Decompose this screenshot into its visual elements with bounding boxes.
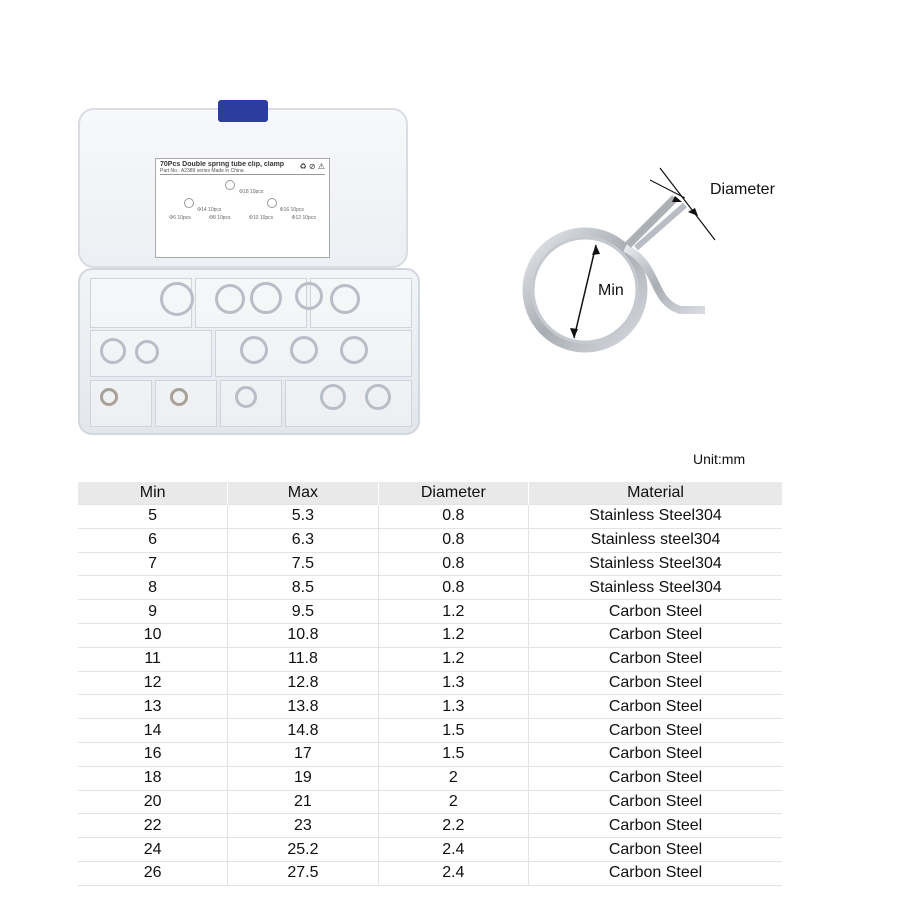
cell-diameter: 1.2 [378,623,529,647]
cell-max: 27.5 [228,861,378,885]
cell-min: 10 [78,623,228,647]
spring-clip [290,336,318,364]
label-cell-qty: 10pcs [217,215,231,221]
cell-max: 21 [228,790,378,814]
cell-material: Carbon Steel [529,695,782,719]
label-cell [169,215,191,221]
spring-clip [330,284,360,314]
cell-material: Carbon Steel [529,647,782,671]
cell-max: 7.5 [228,552,378,576]
label-cell [264,195,304,213]
min-label: Min [598,282,624,299]
table-row [78,814,782,838]
table-row [78,576,782,600]
column-header-diameter: Diameter [378,482,529,505]
spring-clip [235,386,257,408]
cell-min: 8 [78,576,228,600]
spring-clip [170,388,188,406]
cell-min: 13 [78,695,228,719]
cell-max: 12.8 [228,671,378,695]
column-header-min: Min [78,482,228,505]
cell-diameter: 2.4 [378,861,529,885]
column-header-material: Material [529,482,782,505]
table-row [78,719,782,743]
spring-clip [295,282,323,310]
cell-max: 11.8 [228,647,378,671]
cell-diameter: 0.8 [378,528,529,552]
cell-diameter: 1.3 [378,671,529,695]
clip-icon [184,198,194,208]
cell-min: 9 [78,600,228,624]
cell-min: 12 [78,671,228,695]
column-header-max: Max [228,482,378,505]
label-row [160,195,325,213]
label-cell-qty: 10pcs [290,207,304,213]
table-row [78,790,782,814]
tray-compartment [90,380,152,427]
label-cell [292,215,316,221]
label-cell [209,215,231,221]
table-row [78,671,782,695]
cell-diameter: 0.8 [378,552,529,576]
spring-clip [100,388,118,406]
table-row [78,623,782,647]
cell-min: 24 [78,838,228,862]
label-cell-qty: 10pcs [302,215,316,221]
clip-icon [225,180,235,190]
cell-max: 13.8 [228,695,378,719]
cell-material: Carbon Steel [529,600,782,624]
label-cell-size: Φ16 [279,207,290,213]
label-cell-size: Φ6 [169,215,176,221]
cell-diameter: 2.4 [378,838,529,862]
table-row [78,505,782,529]
recycle-warning-icons: ♻ ⊘ ⚠ [299,162,325,171]
cell-diameter: 0.8 [378,505,529,529]
cell-material: Carbon Steel [529,814,782,838]
cell-diameter: 1.5 [378,719,529,743]
cell-material: Stainless Steel304 [529,552,782,576]
label-cell-qty: 10pcs [177,215,191,221]
product-label-part: Part No.: A2389 series Made in China [160,168,325,175]
cell-max: 25.2 [228,838,378,862]
cell-min: 18 [78,766,228,790]
cell-diameter: 2 [378,790,529,814]
cell-diameter: 0.8 [378,576,529,600]
cell-diameter: 1.2 [378,600,529,624]
cell-max: 8.5 [228,576,378,600]
label-cell-size: Φ10 [248,215,259,221]
cell-min: 11 [78,647,228,671]
product-box-image [78,100,418,435]
cell-material: Stainless steel304 [529,528,782,552]
arrow-icon [688,208,698,216]
label-cell [181,195,221,213]
spec-table [78,482,782,886]
label-cell-qty: 10pcs [259,215,274,221]
cell-max: 17 [228,742,378,766]
cell-max: 10.8 [228,623,378,647]
table-row [78,552,782,576]
cell-diameter: 2 [378,766,529,790]
unit-label: Unit:mm [693,451,746,467]
product-label-title: 70Pcs Double spring tube clip, clamp [160,161,285,168]
cell-diameter: 1.2 [378,647,529,671]
cell-min: 22 [78,814,228,838]
label-cell [160,177,325,195]
tray-compartment [310,278,412,328]
table-body [78,505,782,886]
table-row [78,647,782,671]
table-row [78,528,782,552]
cell-diameter: 1.5 [378,742,529,766]
cell-max: 5.3 [228,505,378,529]
spring-clip [215,284,245,314]
spring-clip [135,340,159,364]
cell-min: 7 [78,552,228,576]
diameter-label: Diameter [710,181,775,198]
label-cell-size: Φ14 [197,207,207,213]
cell-diameter: 1.3 [378,695,529,719]
cell-max: 9.5 [228,600,378,624]
box-lid [78,108,408,268]
label-cell-size: Φ12 [291,215,302,221]
label-cell-size: Φ18 [239,189,249,195]
diameter-extension-line [650,180,685,198]
tray-compartment [155,380,217,427]
spring-clip [240,336,268,364]
cell-min: 16 [78,742,228,766]
box-latch [218,100,268,122]
spring-clip [340,336,368,364]
table-row [78,766,782,790]
arrow-icon [592,245,600,255]
cell-material: Carbon Steel [529,838,782,862]
product-label-card [155,158,330,258]
clip-icon [267,198,277,208]
cell-material: Carbon Steel [529,861,782,885]
box-tray [78,268,420,435]
tray-compartment [285,380,412,427]
label-grid [160,177,325,221]
cell-material: Carbon Steel [529,790,782,814]
cell-min: 20 [78,790,228,814]
cell-material: Stainless Steel304 [529,576,782,600]
cell-min: 5 [78,505,228,529]
clip-dimension-diagram [500,150,820,380]
table-row [78,695,782,719]
cell-material: Carbon Steel [529,719,782,743]
cell-max: 19 [228,766,378,790]
spring-clip [365,384,391,410]
table-row [78,742,782,766]
cell-material: Carbon Steel [529,671,782,695]
spring-clip [250,282,282,314]
label-cell [249,215,273,221]
spring-clip [320,384,346,410]
spring-clip [100,338,126,364]
arrow-icon [570,328,578,338]
min-dimension-line [574,245,596,338]
cell-max: 14.8 [228,719,378,743]
cell-min: 14 [78,719,228,743]
cell-min: 26 [78,861,228,885]
cell-diameter: 2.2 [378,814,529,838]
label-cell-qty: 10pcs [250,189,264,195]
spring-clip [160,282,194,316]
label-row [160,215,325,221]
cell-material: Carbon Steel [529,766,782,790]
table-row [78,861,782,885]
cell-material: Stainless Steel304 [529,505,782,529]
label-cell-qty: 10pcs [208,207,222,213]
label-cell-size: Φ8 [209,215,216,221]
cell-material: Carbon Steel [529,742,782,766]
table-row [78,838,782,862]
cell-max: 23 [228,814,378,838]
cell-max: 6.3 [228,528,378,552]
table-row [78,600,782,624]
table-header-row [78,482,782,505]
cell-min: 6 [78,528,228,552]
cell-material: Carbon Steel [529,623,782,647]
